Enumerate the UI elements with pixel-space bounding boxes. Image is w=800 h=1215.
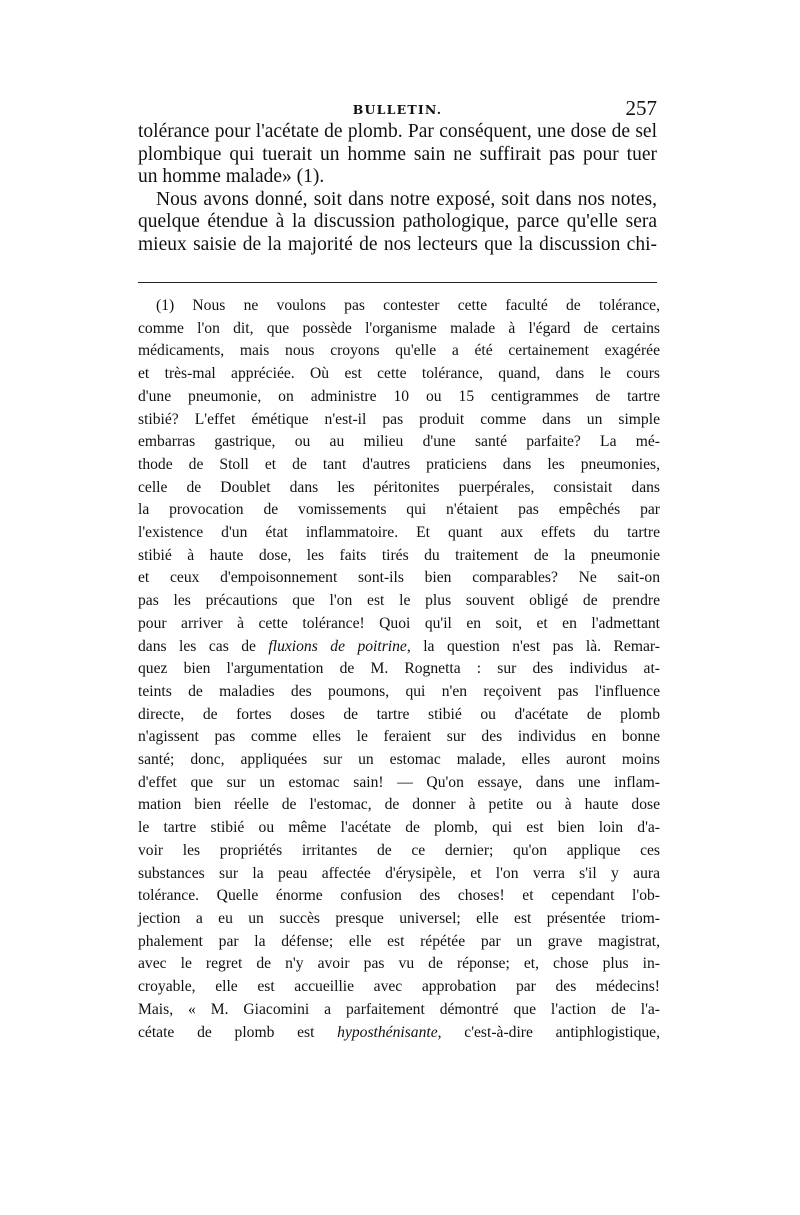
- footnote-line: stibié? L'effet émétique n'est-il pas produit comme dans un simple: [138, 410, 660, 428]
- text-line: mieux saisie de la majorité de nos lecteurs que la discussion chi-: [138, 233, 657, 255]
- page-header: [138, 96, 657, 122]
- footnote-line: médicaments, mais nous croyons qu'elle a été certainement exagérée: [138, 342, 660, 360]
- footnote-line-italic: [138, 636, 660, 659]
- footnote-line: embarras gastrique, ou au milieu d'une santé parfaite? La mé-: [138, 433, 660, 451]
- footnote-line: pas les précautions que l'on est le plus souvent obligé de prendre: [138, 592, 660, 610]
- text-line: quelque étendue à la discussion pathologique, parce qu'elle sera: [138, 211, 657, 233]
- text-line: Nous avons donné, soit dans notre exposé, soit dans nos notes,: [156, 188, 657, 210]
- main-text: [138, 121, 657, 257]
- footnote-line: pour arriver à cette tolérance! Quoi qu'il en soit, et en l'admettant: [138, 614, 660, 632]
- footnote-separator: [138, 282, 657, 283]
- footnote-line-italic: [138, 1022, 660, 1045]
- text-line: plombique qui tuerait un homme sain ne suffirait pas pour tuer: [138, 143, 657, 165]
- page-number: 257: [625, 96, 657, 120]
- footnote-line: avec le regret de n'y avoir pas vu de réponse; et, chose plus in-: [138, 955, 660, 973]
- italic-term: hyposthénisante: [337, 1023, 438, 1041]
- footnote-line: d'une pneumonie, on administre 10 ou 15 centigrammes de tartre: [138, 387, 660, 405]
- footnote-line: croyable, elle est accueillie avec approbation par des médecins!: [138, 978, 660, 996]
- footnote-line: Mais, « M. Giacomini a parfaitement démontré que l'action de l'a-: [138, 1000, 660, 1018]
- footnote-line: la provocation de vomissements qui n'étaient pas empêchés par: [138, 501, 660, 519]
- footnote-line: le tartre stibié ou même l'acétate de plomb, qui est bien loin d'a-: [138, 819, 660, 837]
- footnote-line: n'agissent pas comme elles le feraient sur des individus en bonne: [138, 728, 660, 746]
- footnote-line: teints de maladies des poumons, qui n'en reçoivent pas l'influence: [138, 682, 660, 700]
- footnote-line: l'existence d'un état inflammatoire. Et quant aux effets du tartre: [138, 524, 660, 542]
- footnote-line: thode de Stoll et de tant d'autres praticiens dans les pneumonies,: [138, 455, 660, 473]
- footnote-line: voir les propriétés irritantes de ce dernier; qu'on applique ces: [138, 841, 660, 859]
- footnote-line: comme l'on dit, que possède l'organisme malade à l'égard de certains: [138, 319, 660, 337]
- footnote-line: et ceux d'empoisonnement sont-ils bien comparables? Ne sait-on: [138, 569, 660, 587]
- footnote-line: santé; donc, appliquées sur un estomac malade, elles auront moins: [138, 751, 660, 769]
- footnote-line: stibié à haute dose, les faits tirés du traitement de la pneumonie: [138, 546, 660, 564]
- footnote-text: cétate de plomb est: [138, 1023, 338, 1041]
- footnote-line: directe, de fortes doses de tartre stibié ou d'acétate de plomb: [138, 705, 660, 723]
- text-line: tolérance pour l'acétate de plomb. Par conséquent, une dose de sel: [138, 121, 657, 142]
- footnote-text: dans les cas de: [138, 637, 269, 655]
- footnote-line: tolérance. Quelle énorme confusion des choses! et cependant l'ob-: [138, 887, 660, 905]
- footnote-line: celle de Doublet dans les péritonites puerpérales, consistait dans: [138, 478, 660, 496]
- footnote-line: quez bien l'argumentation de M. Rognetta : sur des individus at-: [138, 660, 660, 678]
- footnote: [138, 295, 660, 1044]
- footnote-line: mation bien réelle de l'estomac, de donner à petite ou à haute dose: [138, 796, 660, 814]
- italic-term: fluxions de poitrine: [268, 637, 407, 655]
- footnote-text: , la question n'est pas là. Remar-: [406, 637, 660, 655]
- footnote-line: jection a eu un succès presque universel; elle est présentée triom-: [138, 909, 660, 927]
- footnote-line: et très-mal appréciée. Où est cette tolérance, quand, dans le cours: [138, 365, 660, 383]
- footnote-line: (1) Nous ne voulons pas contester cette faculté de tolérance,: [156, 297, 660, 314]
- text-line: un homme malade» (1).: [138, 166, 325, 188]
- footnote-text: , c'est-à-dire antiphlogistique,: [437, 1023, 660, 1041]
- footnote-line: phalement par la défense; elle est répétée par un grave magistrat,: [138, 932, 660, 950]
- footnote-line: d'effet que sur un estomac sain! — Qu'on essaye, dans une inflam-: [138, 773, 660, 791]
- running-head: BULLETIN.: [352, 102, 443, 117]
- footnote-line: substances sur la peau affectée d'érysipèle, et l'on verra s'il y aura: [138, 864, 660, 882]
